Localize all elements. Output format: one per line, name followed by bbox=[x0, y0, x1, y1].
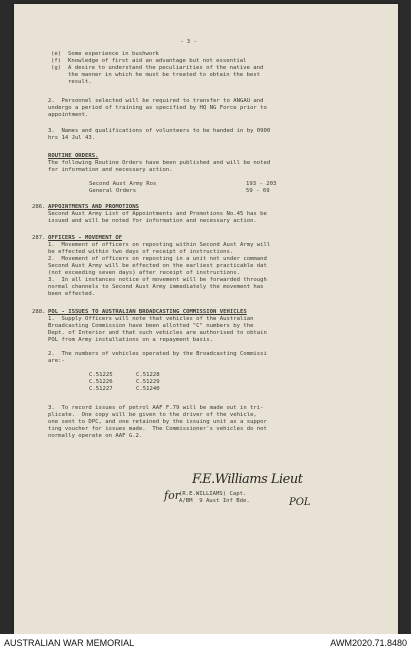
list-item-label: (f) bbox=[51, 58, 62, 64]
table-cell: 193 - 203 bbox=[246, 181, 277, 187]
paragraph-line: normally operate on AAF G.2. bbox=[48, 433, 143, 439]
vehicle-number: C.51229 bbox=[136, 379, 160, 385]
list-item: the manner in which he must be treated to obtain the best bbox=[68, 72, 260, 78]
list-item-label: (g) bbox=[51, 65, 62, 71]
paragraph-line: one sent to DPC, and one retained by the issuing unit as a suppor bbox=[48, 419, 267, 425]
list-item-label: (e) bbox=[51, 51, 62, 57]
paragraph-line: Second Aust Army will be effected on the earliest practicable dat bbox=[48, 263, 267, 269]
paragraph-line: hrs 14 Jul 43. bbox=[48, 135, 96, 141]
paragraph-line: normal channels to Second Aust Army immediately the movement has bbox=[48, 284, 264, 290]
paragraph-line: are:- bbox=[48, 358, 65, 364]
vehicle-number: C.51228 bbox=[136, 372, 160, 378]
section-heading: POL - ISSUES TO AUSTRALIAN BROADCASTING COMMISSION VEHICLES bbox=[48, 309, 247, 315]
handwritten-signature: F.E.Williams Lieut bbox=[192, 472, 303, 487]
signature-for: for bbox=[164, 489, 180, 502]
page-number: - 3 - bbox=[180, 39, 197, 45]
paragraph-line: The following Routine Orders have been published and will be noted bbox=[48, 160, 271, 166]
list-item: Some experience in bushwork bbox=[68, 51, 159, 57]
vehicle-number: C.51240 bbox=[136, 386, 160, 392]
section-number: 287. bbox=[32, 235, 46, 241]
paragraph-line: (not exceeding seven days) after receipt of instructions. bbox=[48, 270, 240, 276]
section-heading: ROUTINE ORDERS. bbox=[48, 153, 99, 159]
paragraph-line: undergo a period of training as specified by HQ NG Force prior to bbox=[48, 105, 267, 111]
paragraph-line: 1. Supply Officers will note that vehicles of the Australian bbox=[48, 316, 254, 322]
section-number: 288. bbox=[32, 309, 46, 315]
paragraph-line: appointment. bbox=[48, 112, 89, 118]
paragraph-line: issued and will be noted for information and necessary action. bbox=[48, 218, 257, 224]
signatory-role: A/BM 9 Aust Inf Bde. bbox=[179, 498, 250, 504]
paragraph-line: Dept. of Interior and that such vehicles are authorised to obtain bbox=[48, 330, 267, 336]
section-number: 286. bbox=[32, 204, 46, 210]
list-item: A desire to understand the peculiarities of the native and bbox=[68, 65, 264, 71]
section-heading: APPOINTMENTS AND PROMOTIONS bbox=[48, 204, 139, 210]
footer-source: AUSTRALIAN WAR MEMORIAL bbox=[4, 638, 135, 648]
table-cell: 59 - 69 bbox=[246, 188, 270, 194]
paragraph-line: plicate. One copy will be given to the driver of the vehicle, bbox=[48, 412, 257, 418]
paragraph-line: 2. Movement of officers on reposting in a unit not under command bbox=[48, 256, 267, 262]
paragraph-line: 3. In all instances notice of movement will be forwarded through bbox=[48, 277, 267, 283]
paragraph-line: been effected. bbox=[48, 291, 96, 297]
list-item: Knowledge of first aid an advantage but not essential bbox=[68, 58, 247, 64]
paragraph-line: 1. Movement of officers on reposting within Second Aust Army will bbox=[48, 242, 271, 248]
paragraph-line: 2. The numbers of vehicles operated by the Broadcasting Commissi bbox=[48, 351, 267, 357]
paragraph-line: 3. To record issues of petrol AAF F.79 will be made out in tri- bbox=[48, 405, 264, 411]
paragraph-line: be effected within two days of receipt of instructions. bbox=[48, 249, 234, 255]
section-heading: OFFICERS - MOVEMENT OF bbox=[48, 235, 123, 241]
paragraph-line: 2. Personnel selected will be required to transfer to ANGAU and bbox=[48, 98, 264, 104]
signatory-name: (R.E.WILLIAMS) Capt. bbox=[179, 491, 247, 497]
vehicle-number: C.51227 bbox=[89, 386, 113, 392]
paragraph-line: 3. Names and qualifications of volunteers to be handed in by 0900 bbox=[48, 128, 271, 134]
table-cell: Second Aust Army Ros bbox=[89, 181, 157, 187]
paragraph-line: for information and necessary action. bbox=[48, 167, 173, 173]
paragraph-line: Second Aust Army List of Appointments and Promotions No.45 has be bbox=[48, 211, 267, 217]
document-page bbox=[14, 4, 398, 634]
vehicle-number: C.51226 bbox=[89, 379, 113, 385]
paragraph-line: ting voucher for issues made. The Commissioner's vehicles do not bbox=[48, 426, 267, 432]
footer-accession-number: AWM2020.71.8480 bbox=[330, 638, 407, 648]
paragraph-line: POL from Army installations on a repayment basis. bbox=[48, 337, 214, 343]
footer-bar bbox=[0, 634, 411, 653]
handwritten-initials: POL bbox=[289, 497, 311, 508]
paragraph-line: Broadcasting Commission have been allotted "C" numbers by the bbox=[48, 323, 254, 329]
table-cell: General Orders bbox=[89, 188, 137, 194]
list-item: result. bbox=[68, 79, 92, 85]
vehicle-number: C.51225 bbox=[89, 372, 113, 378]
